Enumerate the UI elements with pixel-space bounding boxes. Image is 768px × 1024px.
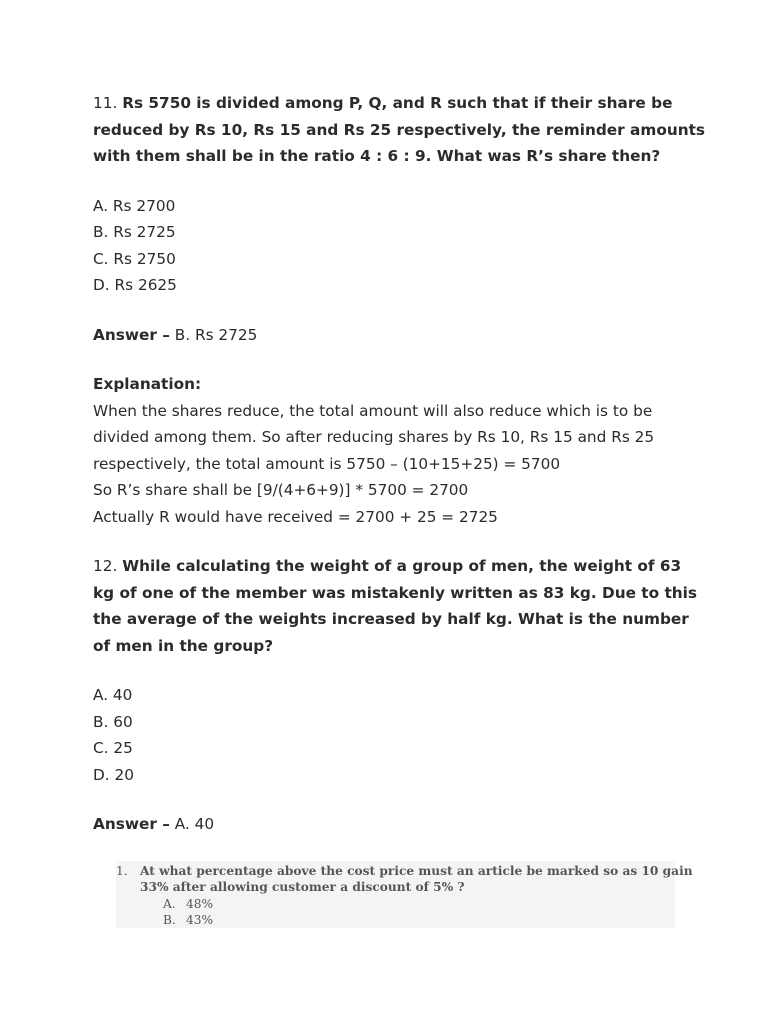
option-b: B. 60 <box>93 712 133 731</box>
explanation-line-3: respectively, the total amount is 5750 – (10+15+25) = 5700 <box>93 454 561 473</box>
option-d: D. 20 <box>93 765 134 784</box>
answer-label: Answer – <box>93 815 170 833</box>
snippet-option-a-letter: A. <box>163 897 176 911</box>
explanation-line-4: So R’s share shall be [9/(4+6+9)] * 5700 = 2700 <box>93 481 469 499</box>
question-12-options <box>93 682 693 788</box>
snippet-option-a-text: 48% <box>186 897 214 911</box>
question-12-line-1 <box>93 553 693 580</box>
question-12-line-3: the average of the weights increased by half kg. What is the number <box>93 610 689 628</box>
question-11-options <box>93 193 693 299</box>
question-11-number: 11. <box>93 94 118 112</box>
explanation-line-5: Actually R would have received = 2700 + 25 = 2725 <box>93 507 498 526</box>
question-11-answer <box>93 322 693 349</box>
answer-label: Answer – <box>93 325 170 344</box>
option-c: C. 25 <box>93 739 133 757</box>
question-11-text: Rs 5750 is divided among P, Q, and R such that if their share be <box>122 94 673 112</box>
page-content <box>93 90 706 838</box>
answer-value: B. Rs 2725 <box>174 325 258 344</box>
explanation-label: Explanation: <box>93 375 202 393</box>
option-c: C. Rs 2750 <box>93 249 176 268</box>
question-12-line-2: kg of one of the member was mistakenly written as 83 kg. Due to this <box>93 583 697 602</box>
snippet-question-line-1: At what percentage above the cost price must an article be marked so as 10 gain <box>140 864 693 878</box>
snippet-option-b-letter: B. <box>163 913 176 927</box>
explanation-line-2: divided among them. So after reducing shares by Rs 10, Rs 15 and Rs 25 <box>93 428 655 446</box>
explanation-line-1: When the shares reduce, the total amount will also reduce which is to be <box>93 401 653 420</box>
question-11 <box>93 90 706 170</box>
question-11-line-3: with them shall be in the ratio 4 : 6 : 9. What was R’s share then? <box>93 147 661 165</box>
question-12-number: 12. <box>93 557 118 575</box>
question-12-line-4: of men in the group? <box>93 636 274 655</box>
answer-value: A. 40 <box>174 815 215 833</box>
snippet-question-line-2: 33% after allowing customer a discount of 5% ? <box>140 880 465 894</box>
snippet-option-b-text: 43% <box>186 913 214 927</box>
snippet-number: 1. <box>116 864 128 878</box>
question-12-answer <box>93 811 693 838</box>
question-12-text: While calculating the weight of a group of men, the weight of 63 <box>122 557 682 575</box>
option-b: B. Rs 2725 <box>93 223 176 241</box>
question-12 <box>93 553 697 659</box>
question-11-line-1 <box>93 90 693 117</box>
question-11-explanation <box>93 371 693 530</box>
option-a: A. 40 <box>93 686 133 704</box>
embedded-question-snippet <box>116 861 693 928</box>
option-d: D. Rs 2625 <box>93 276 177 294</box>
option-a: A. Rs 2700 <box>93 196 176 215</box>
question-11-line-2: reduced by Rs 10, Rs 15 and Rs 25 respectively, the reminder amounts <box>93 120 706 139</box>
